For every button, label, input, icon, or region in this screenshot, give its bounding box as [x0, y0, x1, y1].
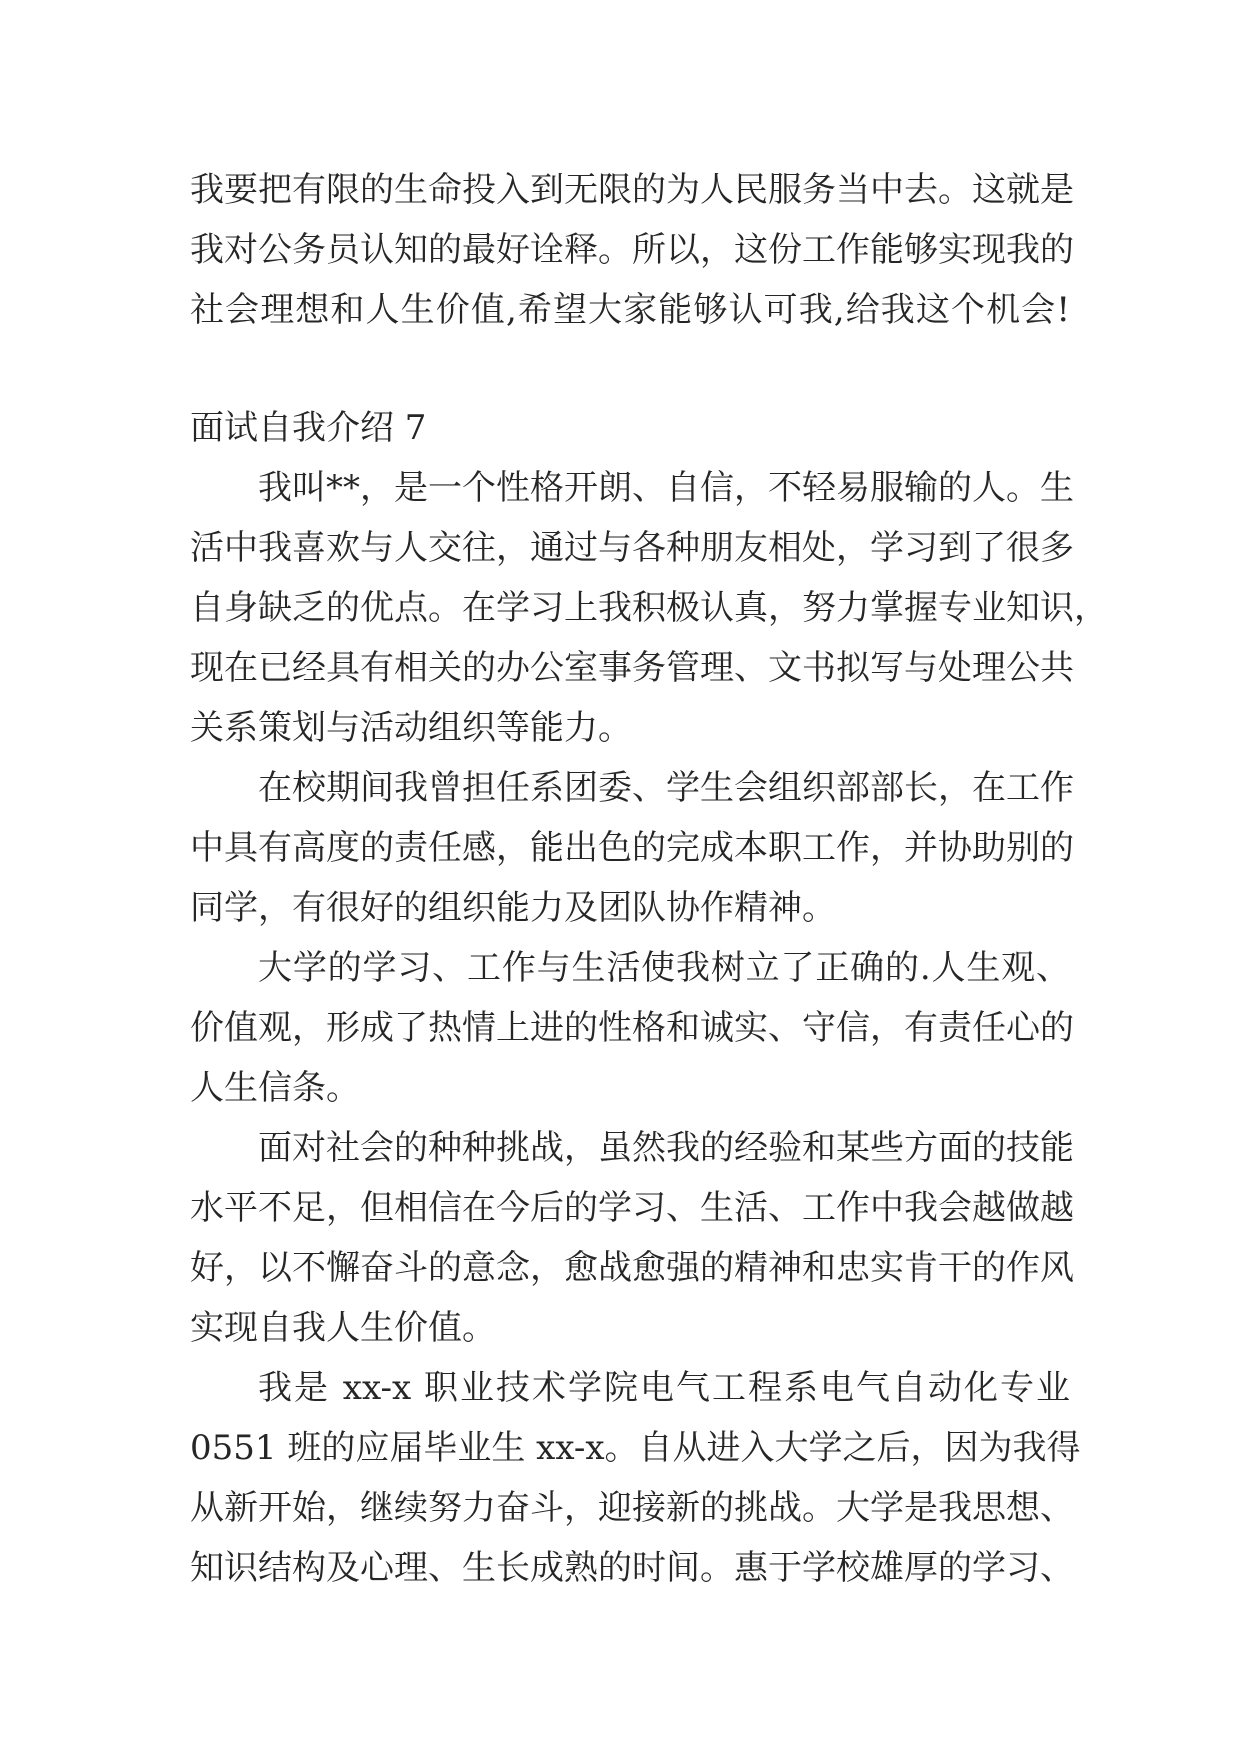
- text-line: 好，以不懈奋斗的意念，愈战愈强的精神和忠实肯干的作风: [190, 1248, 1074, 1288]
- text-line: 面对社会的种种挑战，虽然我的经验和某些方面的技能: [258, 1128, 1074, 1168]
- document-page: [190, 160, 1108, 1598]
- text-line: 现在已经具有相关的办公室事务管理、文书拟写与处理公共: [190, 648, 1074, 688]
- text-line: 人生信条。: [190, 1068, 360, 1108]
- text-line: 知识结构及心理、生长成熟的时间。惠于学校雄厚的学习、: [190, 1548, 1074, 1588]
- text-line: 我是 xx-x 职业技术学院电气工程系电气自动化专业: [258, 1368, 1070, 1408]
- text-line: 社会理想和人生价值,希望大家能够认可我,给我这个机会!: [190, 290, 1070, 330]
- paragraph-3: [190, 938, 1074, 1118]
- text-line: 0551 班的应届毕业生 xx-x。自从进入大学之后，因为我得: [190, 1428, 1081, 1468]
- paragraph-4: [190, 1118, 1074, 1358]
- text-line: 我要把有限的生命投入到无限的为人民服务当中去。这就是: [190, 170, 1074, 210]
- text-line: 关系策划与活动组织等能力。: [190, 708, 632, 748]
- intro-paragraph: [190, 160, 1074, 340]
- paragraph-2: [190, 758, 1074, 938]
- section-title: 面试自我介绍 7: [190, 408, 427, 448]
- paragraph-1: [190, 458, 1108, 758]
- text-line: 实现自我人生价值。: [190, 1308, 496, 1348]
- text-line: 自身缺乏的优点。在学习上我积极认真，努力掌握专业知识，: [190, 588, 1108, 628]
- text-line: 活中我喜欢与人交往，通过与各种朋友相处，学习到了很多: [190, 528, 1074, 568]
- text-line: 我叫**，是一个性格开朗、自信，不轻易服输的人。生: [258, 468, 1074, 508]
- text-line: 价值观，形成了热情上进的性格和诚实、守信，有责任心的: [190, 1008, 1074, 1048]
- text-line: 水平不足，但相信在今后的学习、生活、工作中我会越做越: [190, 1188, 1074, 1228]
- text-line: 中具有高度的责任感，能出色的完成本职工作，并协助别的: [190, 828, 1074, 868]
- text-line: 我对公务员认知的最好诠释。所以，这份工作能够实现我的: [190, 230, 1074, 270]
- text-line: 从新开始，继续努力奋斗，迎接新的挑战。大学是我思想、: [190, 1488, 1074, 1528]
- paragraph-gap: [190, 340, 1070, 398]
- text-line: 在校期间我曾担任系团委、学生会组织部部长，在工作: [258, 768, 1074, 808]
- paragraph-5: [190, 1358, 1081, 1598]
- text-line: 同学，有很好的组织能力及团队协作精神。: [190, 888, 836, 928]
- text-line: 大学的学习、工作与生活使我树立了正确的.人生观、: [258, 948, 1070, 988]
